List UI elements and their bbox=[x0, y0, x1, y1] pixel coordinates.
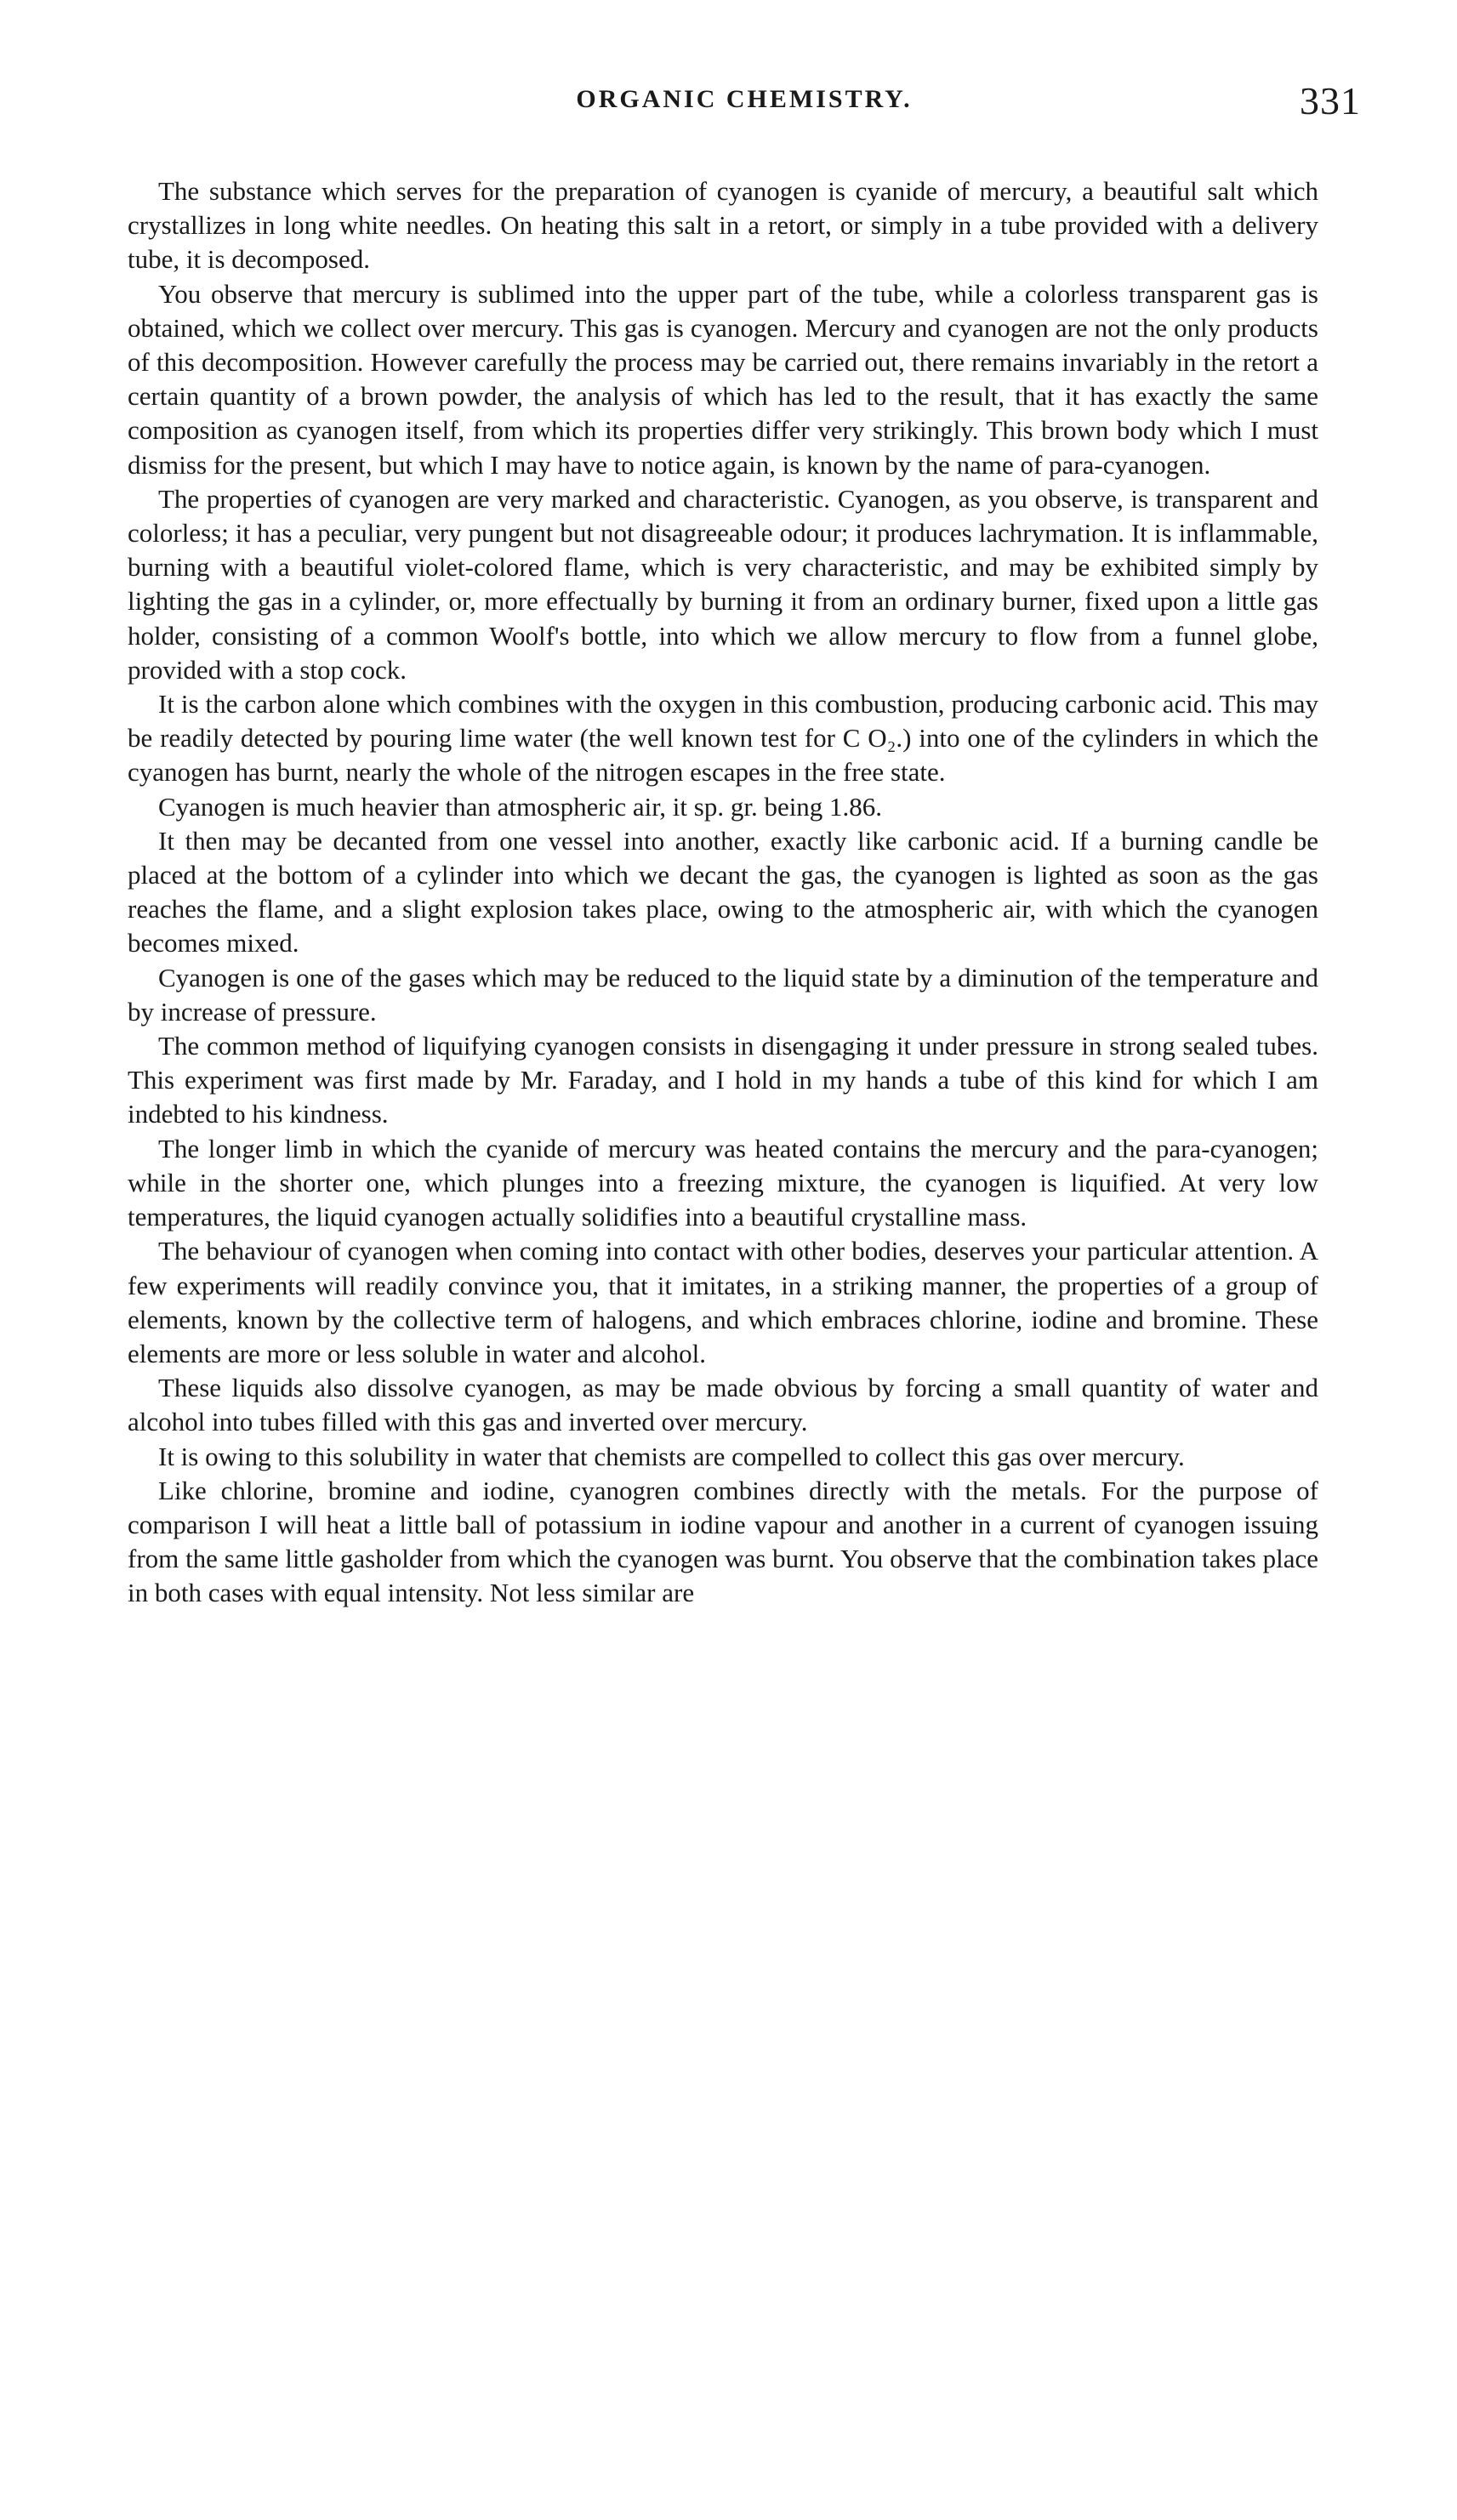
paragraph: The common method of liquifying cyanogen consists in disengaging it under pressure in strong sealed tubes. This experiment was first made by Mr. Faraday, and I hold in my hands a tube of this kind for which I am indebted to his kindness. bbox=[128, 1031, 1318, 1129]
paragraph: The behaviour of cyanogen when coming into contact with other bodies, deserves your particular attention. A few experiments will readily convince you, that it imitates, in a striking manner, the properties of a group of elements, known by the collective term of halogens, and which embraces chlorine, iodine and bromine. These elements are more or less soluble in water and alcohol. bbox=[128, 1236, 1318, 1368]
paragraph: The substance which serves for the preparation of cyanogen is cyanide of mercury, a beautiful salt which crystallizes in long white needles. On heating this salt in a retort, or simply in a tube provided with a delivery tube, it is decomposed. bbox=[128, 176, 1318, 275]
page-number: 331 bbox=[1300, 79, 1361, 122]
paragraph: You observe that mercury is sublimed into the upper part of the tube, while a colorless transparent gas is obtained, which we collect over mercury. This gas is cyanogen. Mercury and cyanogen are not the only products of this decomposition. However carefully the process may be carried out, there remains invariably in the retort a certain quantity of a brown powder, the analysis of which has led to the result, that it has exactly the same composition as cyanogen itself, from which its properties differ very strikingly. This brown body which I must dismiss for the present, but which I may have to notice again, is known by the name of para-cyanogen. bbox=[128, 278, 1318, 480]
paragraph: It then may be decanted from one vessel into another, exactly like carbonic acid. If a burning candle be placed at the bottom of a cylinder into which we decant the gas, the cyanogen is lighted as soon as the gas reaches the flame, and a slight explosion takes place, owing to the atmospheric air, with which the cyanogen becomes mixed. bbox=[128, 825, 1318, 959]
body-text bbox=[128, 174, 1318, 1611]
paragraph: Cyanogen is much heavier than atmospheric air, it sp. gr. being 1.86. bbox=[158, 791, 883, 822]
paragraph: Cyanogen is one of the gases which may be reduced to the liquid state by a diminution of the temperature and by increase of pressure. bbox=[128, 962, 1318, 1027]
running-head bbox=[128, 79, 1361, 136]
paragraph: It is the carbon alone which combines with the oxygen in this combustion, producing carbonic acid. This may be readily detected by pouring lime water (the well known test for C O₂.) into one of the cylinders in which the cyanogen has burnt, nearly the whole of the nitrogen escapes in the free state. bbox=[128, 689, 1318, 788]
paragraph: These liquids also dissolve cyanogen, as may be made obvious by forcing a small quantity of water and alcohol into tubes filled with this gas and inverted over mercury. bbox=[128, 1373, 1318, 1437]
paragraph: The properties of cyanogen are very marked and characteristic. Cyanogen, as you observe, is transparent and colorless; it has a peculiar, very pungent but not disagreeable odour; it produces lachrymation. It is inflammable, burning with a beautiful violet-colored flame, which is very characteristic, and may be exhibited simply by lighting the gas in a cylinder, or, more effectually by burning it from an ordinary burner, fixed upon a little gas holder, consisting of a common Woolf's bottle, into which we allow mercury to flow from a funnel globe, provided with a stop cock. bbox=[128, 483, 1318, 685]
paragraph: Like chlorine, bromine and iodine, cyanogren combines directly with the metals. For the purpose of comparison I will heat a little ball of potassium in iodine vapour and another in a current of cyanogen issuing from the same little gasholder from which the cyanogen was burnt. You observe that the combination takes place in both cases with equal intensity. Not less similar are bbox=[128, 1475, 1318, 1608]
paragraph: The longer limb in which the cyanide of mercury was heated contains the mercury and the para-cyanogen; while in the shorter one, which plunges into a freezing mixture, the cyanogen is liquified. At very low temperatures, the liquid cyanogen actually solidifies into a beautiful crystalline mass. bbox=[128, 1133, 1318, 1232]
paragraph: It is owing to this solubility in water that chemists are compelled to collect this gas over mercury. bbox=[158, 1441, 1185, 1471]
running-title: ORGANIC CHEMISTRY. bbox=[576, 85, 913, 113]
